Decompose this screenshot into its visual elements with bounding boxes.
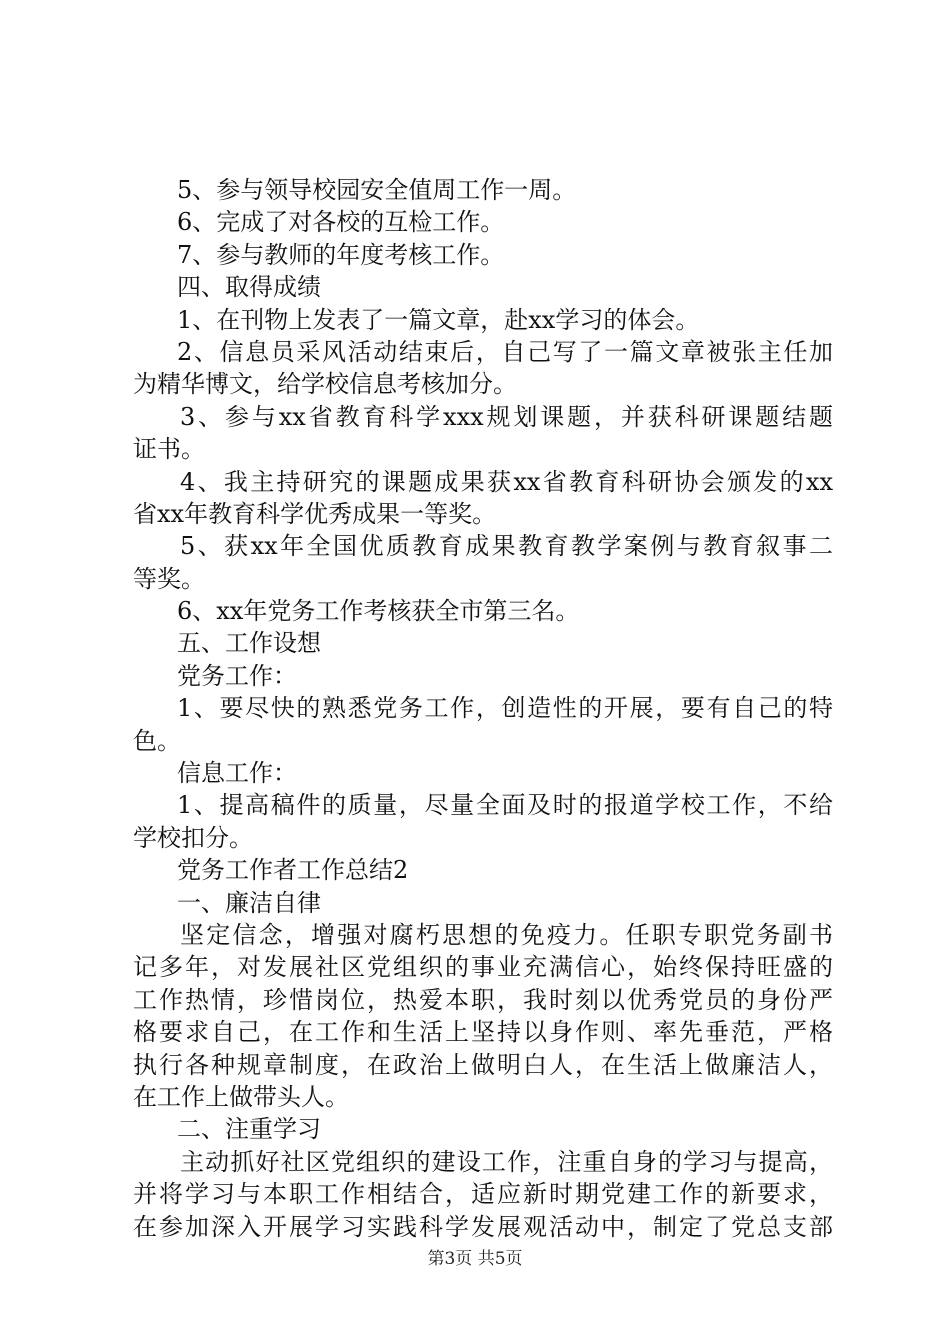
text-line: 执行各种规章制度，在政治上做明白人，在生活上做廉洁人， xyxy=(133,1050,833,1079)
text-line: 3、参与xx省教育科学xxx规划课题，并获科研课题结题 xyxy=(180,402,833,431)
text-line: 党务工作者工作总结2 xyxy=(177,856,409,885)
text-line: 1、要尽快的熟悉党务工作，创造性的开展，要有自己的特 xyxy=(177,694,833,723)
text-line: 一、廉洁自律 xyxy=(177,888,321,917)
text-line: 信息工作： xyxy=(177,759,297,788)
text-line: 在参加深入开展学习实践科学发展观活动中，制定了党总支部 xyxy=(133,1212,833,1241)
page-footer: 第3页 共5页 xyxy=(427,1249,523,1269)
text-line: 格要求自己，在工作和生活上坚持以身作则、率先垂范，严格 xyxy=(133,1018,833,1047)
text-line: 在工作上做带头人。 xyxy=(133,1082,349,1111)
text-line: 色。 xyxy=(133,726,181,755)
text-line: 记多年，对发展社区党组织的事业充满信心，始终保持旺盛的 xyxy=(133,953,833,982)
text-line: 省xx年教育科学优秀成果一等奖。 xyxy=(133,499,497,528)
text-line: 1、提高稿件的质量，尽量全面及时的报道学校工作，不给 xyxy=(177,791,833,820)
document-body xyxy=(133,174,833,1243)
text-line: 工作热情，珍惜岗位，热爱本职，我时刻以优秀党员的身份严 xyxy=(133,985,833,1014)
text-line: 党务工作： xyxy=(177,661,297,690)
text-line: 五、工作设想 xyxy=(177,629,321,658)
text-line: 5、获xx年全国优质教育成果教育教学案例与教育叙事二 xyxy=(180,532,833,561)
text-line: 4、我主持研究的课题成果获xx省教育科研协会颁发的xx xyxy=(180,467,833,496)
text-line: 坚定信念，增强对腐朽思想的免疫力。任职专职党务副书 xyxy=(180,920,833,949)
text-line: 等奖。 xyxy=(133,564,205,593)
text-line: 7、参与教师的年度考核工作。 xyxy=(177,240,505,269)
text-line: 6、xx年党务工作考核获全市第三名。 xyxy=(177,597,580,626)
text-line: 6、完成了对各校的互检工作。 xyxy=(177,208,505,237)
text-line: 证书。 xyxy=(133,435,205,464)
text-line: 四、取得成绩 xyxy=(177,273,321,302)
text-line: 学校扣分。 xyxy=(133,823,253,852)
text-line: 1、在刊物上发表了一篇文章，赴xx学习的体会。 xyxy=(177,305,700,334)
text-line: 主动抓好社区党组织的建设工作，注重自身的学习与提高， xyxy=(180,1147,833,1176)
text-line: 二、注重学习 xyxy=(177,1115,321,1144)
text-line: 并将学习与本职工作相结合，适应新时期党建工作的新要求， xyxy=(133,1180,833,1209)
text-line: 2、信息员采风活动结束后，自己写了一篇文章被张主任加 xyxy=(177,337,833,366)
text-line: 5、参与领导校园安全值周工作一周。 xyxy=(177,176,577,204)
text-line: 为精华博文，给学校信息考核加分。 xyxy=(133,370,517,399)
